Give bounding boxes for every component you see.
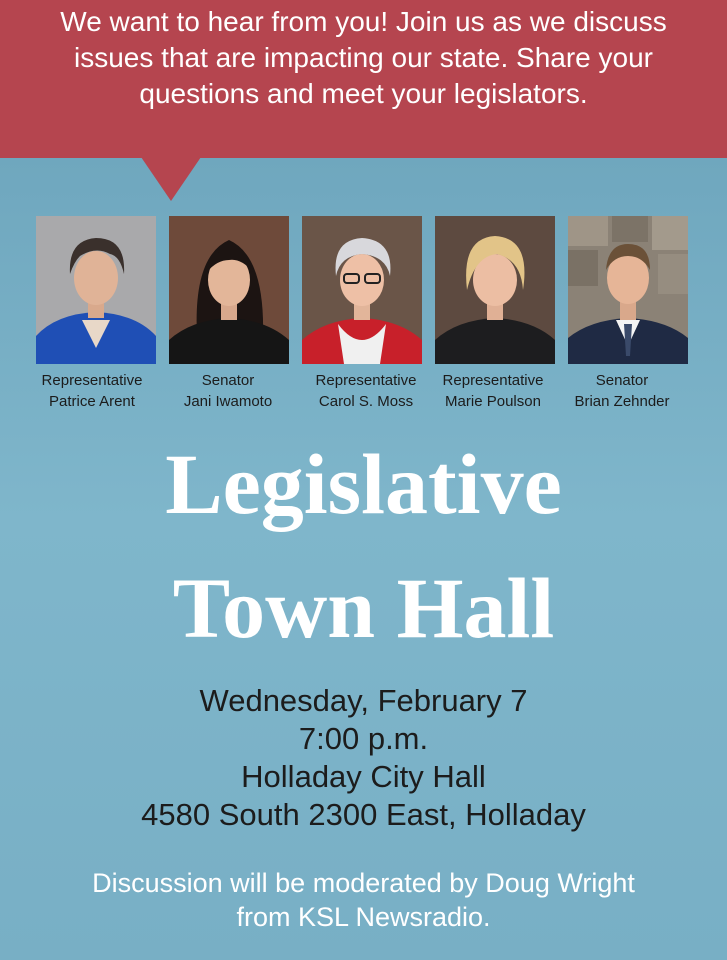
portrait-photo — [435, 216, 555, 364]
intro-line-3: questions and meet your legislators. — [139, 78, 588, 109]
legislator-name: Carol S. Moss — [318, 393, 414, 410]
legislator-role: Senator — [595, 372, 649, 389]
portrait-brian-zehnder — [568, 216, 688, 366]
portrait-carol-moss — [302, 216, 422, 366]
legislator-caption — [296, 370, 436, 412]
legislator-portraits — [36, 216, 692, 366]
legislator-caption — [22, 370, 162, 412]
legislator-role: Representative — [442, 372, 544, 389]
legislator-caption — [158, 370, 298, 412]
event-title-line-1: Legislative — [165, 436, 562, 532]
speech-bubble-pointer — [141, 157, 201, 201]
portrait-photo — [568, 216, 688, 364]
legislator-name: Patrice Arent — [49, 393, 135, 410]
legislator-name: Jani Iwamoto — [183, 393, 273, 410]
intro-text — [10, 4, 717, 112]
legislator-role: Senator — [201, 372, 255, 389]
legislator-names — [22, 370, 712, 414]
event-title-line-2: Town Hall — [172, 560, 555, 656]
portrait-photo — [36, 216, 156, 364]
legislator-caption — [552, 370, 692, 412]
intro-banner — [0, 0, 727, 158]
portrait-photo — [302, 216, 422, 364]
event-address: 4580 South 2300 East, Holladay — [141, 797, 586, 832]
portrait-patrice-arent — [36, 216, 156, 366]
event-date: Wednesday, February 7 — [199, 683, 528, 718]
intro-line-2: issues that are impacting our state. Share your — [74, 42, 653, 73]
event-details — [0, 682, 727, 834]
portrait-jani-iwamoto — [169, 216, 289, 366]
legislator-name: Marie Poulson — [445, 393, 541, 410]
legislator-caption — [423, 370, 563, 412]
legislator-role: Representative — [315, 372, 417, 389]
legislator-role: Representative — [41, 372, 143, 389]
event-venue: Holladay City Hall — [241, 759, 486, 794]
moderator-line-1: Discussion will be moderated by Doug Wright — [92, 868, 635, 898]
moderator-note — [0, 866, 727, 934]
portrait-photo — [169, 216, 289, 364]
intro-line-1: We want to hear from you! Join us as we discuss — [60, 6, 667, 37]
event-time: 7:00 p.m. — [298, 721, 429, 756]
legislator-name: Brian Zehnder — [574, 393, 670, 410]
portrait-marie-poulson — [435, 216, 555, 366]
moderator-line-2: from KSL Newsradio. — [236, 902, 491, 932]
